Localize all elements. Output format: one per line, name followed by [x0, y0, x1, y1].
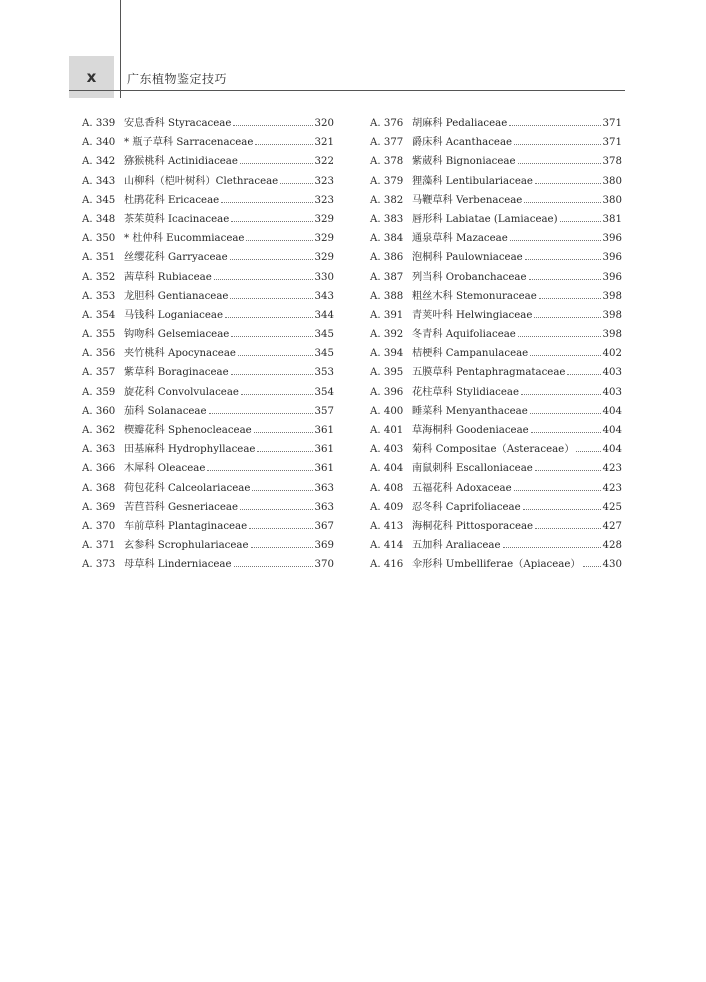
toc-entry-leader [521, 394, 601, 395]
toc-entry-page: 345 [314, 348, 334, 360]
toc-entry-leader [231, 336, 312, 337]
toc-entry-code: A. 404 [370, 463, 404, 475]
toc-entry-page: 404 [602, 405, 622, 417]
toc-entry [82, 306, 334, 325]
toc-entry-name: 紫葳科 Bignoniaceae [412, 156, 516, 168]
toc-right-column [370, 114, 622, 575]
toc-entry-page: 396 [602, 271, 622, 283]
toc-entry-leader [503, 547, 601, 548]
toc-entry-code: A. 345 [82, 194, 116, 206]
toc-entry-name: 狸藻科 Lentibulariaceae [412, 175, 533, 187]
toc-entry-leader [221, 202, 312, 203]
toc-entry-code: A. 350 [82, 233, 116, 245]
toc-entry-name: 猕猴桃科 Actinidiaceae [124, 156, 238, 168]
toc-entry-leader [518, 336, 601, 337]
toc-entry-code: A. 370 [82, 520, 116, 532]
toc-entry [370, 133, 622, 152]
toc-entry-leader [535, 470, 601, 471]
toc-entry-leader [530, 413, 601, 414]
toc-entry [370, 479, 622, 498]
toc-entry-page: 322 [314, 156, 334, 168]
toc-entry-name: 玄参科 Scrophulariaceae [124, 540, 249, 552]
toc-entry [82, 344, 334, 363]
toc-entry [82, 133, 334, 152]
toc-entry-name: 唇形科 Labiatae (Lamiaceae) [412, 213, 558, 225]
toc-entry-page: 369 [314, 540, 334, 552]
toc-entry-name: 夹竹桃科 Apocynaceae [124, 348, 236, 360]
toc-entry [82, 479, 334, 498]
toc-entry [370, 555, 622, 574]
toc-entry-page: 371 [602, 137, 622, 149]
toc-entry-page: 423 [602, 482, 622, 494]
toc-entry-name: 茜草科 Rubiaceae [124, 271, 212, 283]
toc-entry-code: A. 396 [370, 386, 404, 398]
toc-entry [370, 363, 622, 382]
toc-entry [82, 383, 334, 402]
toc-entry-leader [518, 163, 601, 164]
toc-entry-code: A. 366 [82, 463, 116, 475]
toc-entry-code: A. 348 [82, 213, 116, 225]
toc-entry [82, 363, 334, 382]
toc-entry-code: A. 382 [370, 194, 404, 206]
toc-entry-page: 378 [602, 156, 622, 168]
toc-entry-code: A. 339 [82, 118, 116, 129]
toc-entry-name: 安息香科 Styracaceae [124, 118, 232, 129]
toc-entry [370, 459, 622, 478]
toc-entry-code: A. 369 [82, 501, 116, 513]
toc-entry-page: 363 [314, 482, 334, 494]
toc-entry-code: A. 373 [82, 559, 116, 571]
toc-entry-name: 忍冬科 Caprifoliaceae [412, 501, 521, 513]
toc-entry-code: A. 409 [370, 501, 404, 513]
toc-entry [370, 114, 622, 133]
toc-entry [370, 383, 622, 402]
toc-entry-leader [254, 432, 313, 433]
toc-entry [82, 152, 334, 171]
toc-entry-leader [240, 163, 313, 164]
toc-entry-page: 367 [314, 520, 334, 532]
toc-entry-name: 爵床科 Acanthaceae [412, 137, 513, 149]
toc-entry-name: 草海桐科 Goodeniaceae [412, 425, 529, 436]
toc-entry-page: 330 [314, 271, 334, 283]
toc-entry-page: 381 [602, 213, 622, 225]
toc-entry [82, 536, 334, 555]
toc-entry [82, 191, 334, 210]
toc-entry-page: 371 [602, 118, 622, 129]
toc-entry-code: A. 401 [370, 425, 404, 436]
toc-entry-leader [214, 279, 313, 280]
toc-entry-page: 363 [314, 501, 334, 513]
toc-entry-code: A. 340 [82, 137, 116, 149]
toc-entry-code: A. 353 [82, 290, 116, 302]
toc-entry-page: 403 [602, 386, 622, 398]
toc-entry-code: A. 362 [82, 425, 116, 436]
toc-entry-name: 泡桐科 Paulowniaceae [412, 252, 523, 264]
toc-entry-page: 323 [314, 194, 334, 206]
toc-entry-name: 五福花科 Adoxaceae [412, 482, 512, 494]
toc-entry [370, 440, 622, 459]
toc-entry-code: A. 416 [370, 559, 404, 571]
toc-entry-page: 329 [314, 213, 334, 225]
toc-entry-code: A. 377 [370, 137, 404, 149]
toc-entry-name: 粗丝木科 Stemonuraceae [412, 290, 537, 302]
toc-entry-page: 380 [602, 175, 622, 187]
toc-entry-leader [509, 125, 600, 126]
toc-entry [370, 306, 622, 325]
toc-entry-page: 344 [314, 309, 334, 321]
toc-entry-page: 329 [314, 233, 334, 245]
toc-entry-page: 404 [602, 425, 622, 436]
toc-entry-page: 329 [314, 252, 334, 264]
toc-entry [82, 229, 334, 248]
toc-entry-code: A. 388 [370, 290, 404, 302]
toc-entry-page: 402 [602, 348, 622, 360]
toc-entry-code: A. 414 [370, 540, 404, 552]
toc-entry-leader [230, 298, 312, 299]
toc-entry-name: 紫草科 Boraginaceae [124, 367, 229, 379]
toc-entry-code: A. 379 [370, 175, 404, 187]
toc-entry-leader [246, 240, 312, 241]
toc-entry-leader [233, 125, 312, 126]
toc-entry-leader [525, 259, 601, 260]
toc-entry-page: 353 [314, 367, 334, 379]
toc-entry-leader [249, 528, 312, 529]
toc-entry-name: 茶茱萸科 Icacinaceae [124, 213, 230, 225]
toc-entry-code: A. 413 [370, 520, 404, 532]
toc-entry [370, 421, 622, 440]
toc-entry-leader [560, 221, 601, 222]
toc-entry-code: A. 357 [82, 367, 116, 379]
toc-entry-leader [534, 317, 600, 318]
toc-entry-page: 404 [602, 444, 622, 456]
toc-entry [370, 152, 622, 171]
toc-entry-code: A. 395 [370, 367, 404, 379]
toc-entry-name: 菊科 Compositae（Asteraceae） [412, 444, 575, 456]
toc-entry [370, 344, 622, 363]
running-title: 广东植物鉴定技巧 [127, 72, 228, 86]
toc-entry-name: 胡麻科 Pedaliaceae [412, 118, 508, 129]
toc-entry [82, 114, 334, 133]
toc-entry-page: 345 [314, 329, 334, 341]
toc-entry [82, 555, 334, 574]
toc-entry-code: A. 351 [82, 252, 116, 264]
toc-left-column [82, 114, 334, 575]
toc-entry-name: 田基麻科 Hydrophyllaceae [124, 444, 256, 456]
toc-entry-leader [529, 279, 601, 280]
toc-entry-leader [238, 355, 313, 356]
toc-entry-leader [535, 183, 601, 184]
toc-entry-leader [252, 490, 312, 491]
toc-entry-leader [255, 144, 312, 145]
toc-entry-leader [535, 528, 600, 529]
toc-entry-page: 403 [602, 367, 622, 379]
toc-entry-name: 伞形科 Umbelliferae（Apiaceae） [412, 559, 581, 571]
toc-entry-code: A. 354 [82, 309, 116, 321]
page-number: x [86, 68, 97, 86]
toc-entry-page: 428 [602, 540, 622, 552]
toc-entry-name: 苦苣苔科 Gesneriaceae [124, 501, 239, 513]
toc-entry-code: A. 356 [82, 348, 116, 360]
toc-entry-leader [530, 355, 600, 356]
toc-entry-page: 321 [314, 137, 334, 149]
toc-entry-name: 茄科 Solanaceae [124, 405, 207, 417]
toc-entry [370, 229, 622, 248]
toc-entry-code: A. 383 [370, 213, 404, 225]
toc-entry-leader [576, 451, 600, 452]
toc-entry [82, 517, 334, 536]
toc-entry-name: 钩吻科 Gelsemiaceae [124, 329, 230, 341]
toc-entry-page: 357 [314, 405, 334, 417]
toc-entry-leader [539, 298, 601, 299]
toc-entry-code: A. 394 [370, 348, 404, 360]
toc-entry [370, 498, 622, 517]
toc-entry-name: 龙胆科 Gentianaceae [124, 290, 229, 302]
toc-entry-page: 398 [602, 329, 622, 341]
toc-entry-code: A. 387 [370, 271, 404, 283]
toc-entry-page: 320 [314, 118, 334, 129]
toc-entry-code: A. 360 [82, 405, 116, 417]
toc-entry-code: A. 392 [370, 329, 404, 341]
toc-entry-page: 430 [602, 559, 622, 571]
toc-entry-code: A. 371 [82, 540, 116, 552]
toc-entry-name: 马鞭草科 Verbenaceae [412, 194, 523, 206]
toc-entry-name: 睡菜科 Menyanthaceae [412, 405, 528, 417]
toc-entry-name: 五膜草科 Pentaphragmataceae [412, 367, 566, 379]
toc-entry-leader [225, 317, 313, 318]
toc-entry-leader [583, 566, 601, 567]
toc-entry-page: 427 [602, 520, 622, 532]
toc-entry-code: A. 363 [82, 444, 116, 456]
toc-entry-page: 323 [314, 175, 334, 187]
toc-entry-leader [514, 490, 601, 491]
toc-entry-leader [231, 374, 313, 375]
toc-entry-code: A. 352 [82, 271, 116, 283]
toc-entry-leader [523, 509, 601, 510]
toc-entry [370, 248, 622, 267]
toc-entry-page: 396 [602, 252, 622, 264]
toc-entry [82, 440, 334, 459]
toc-entry-leader [510, 240, 601, 241]
toc-entry-leader [257, 451, 312, 452]
toc-entry-leader [524, 202, 600, 203]
toc-entry-page: 396 [602, 233, 622, 245]
toc-entry-code: A. 386 [370, 252, 404, 264]
toc-entry-leader [240, 509, 313, 510]
toc-entry [82, 248, 334, 267]
header-vertical-rule [120, 0, 121, 98]
toc-entry-name: 五加科 Araliaceae [412, 540, 501, 552]
toc-entry [82, 210, 334, 229]
toc-entry [370, 325, 622, 344]
toc-entry-leader [230, 259, 313, 260]
toc-entry-name: 车前草科 Plantaginaceae [124, 520, 248, 532]
toc-entry-name: 旋花科 Convolvulaceae [124, 386, 239, 398]
toc-entry-leader [207, 470, 312, 471]
toc-entry-code: A. 368 [82, 482, 116, 494]
toc-entry-name: 桔梗科 Campanulaceae [412, 348, 529, 360]
toc-entry [82, 172, 334, 191]
toc-entry [370, 268, 622, 287]
toc-entry-page: 361 [314, 463, 334, 475]
toc-entry [370, 191, 622, 210]
toc-entry-code: A. 408 [370, 482, 404, 494]
toc-entry-page: 343 [314, 290, 334, 302]
toc-entry [370, 402, 622, 421]
toc-entry-code: A. 359 [82, 386, 116, 398]
toc-entry-code: A. 376 [370, 118, 404, 129]
toc-entry-page: 398 [602, 290, 622, 302]
toc-entry-name: * 瓶子草科 Sarracenaceae [124, 137, 254, 149]
toc-entry-page: 398 [602, 309, 622, 321]
toc-entry-code: A. 403 [370, 444, 404, 456]
toc-entry-page: 380 [602, 194, 622, 206]
toc-entry-name: 木犀科 Oleaceae [124, 463, 206, 475]
toc-entry-name: 海桐花科 Pittosporaceae [412, 520, 534, 532]
toc-entry [82, 325, 334, 344]
toc-entry-code: A. 342 [82, 156, 116, 168]
toc-entry-name: 冬青科 Aquifoliaceae [412, 329, 516, 341]
toc-entry [370, 536, 622, 555]
toc-entry-page: 425 [602, 501, 622, 513]
toc-entry-page: 361 [314, 425, 334, 436]
toc-entry-page: 354 [314, 386, 334, 398]
toc-entry-code: A. 378 [370, 156, 404, 168]
toc-entry-leader [241, 394, 313, 395]
toc-entry-leader [234, 566, 313, 567]
toc-entry-leader [231, 221, 312, 222]
toc-entry [370, 210, 622, 229]
toc-entry-name: 荷包花科 Calceolariaceae [124, 482, 251, 494]
toc-entry [82, 287, 334, 306]
toc-entry-code: A. 384 [370, 233, 404, 245]
toc-entry-code: A. 400 [370, 405, 404, 417]
toc-entry-leader [567, 374, 600, 375]
toc-entry [82, 268, 334, 287]
toc-entry-code: A. 391 [370, 309, 404, 321]
toc-entry-name: 南鼠刺科 Escalloniaceae [412, 463, 533, 475]
header-horizontal-rule [69, 90, 625, 91]
toc-entry [82, 402, 334, 421]
toc-entry-page: 370 [314, 559, 334, 571]
page-number-box [69, 56, 114, 98]
toc-entry-leader [531, 432, 601, 433]
toc-entry [370, 517, 622, 536]
toc-entry-name: 丝缨花科 Garryaceae [124, 252, 228, 264]
toc-entry-page: 423 [602, 463, 622, 475]
toc-entry-name: 通泉草科 Mazaceae [412, 233, 508, 245]
toc-entry [82, 498, 334, 517]
toc-entry [370, 172, 622, 191]
toc-entry-code: A. 343 [82, 175, 116, 187]
toc-entry-name: 马钱科 Loganiaceae [124, 309, 224, 321]
toc-entry-name: 花柱草科 Stylidiaceae [412, 386, 520, 398]
toc-entry [370, 287, 622, 306]
toc-entry [82, 459, 334, 478]
toc-entry-name: * 杜仲科 Eucommiaceae [124, 233, 245, 245]
toc-entry-code: A. 355 [82, 329, 116, 341]
toc-entry-page: 361 [314, 444, 334, 456]
toc-entry-leader [514, 144, 600, 145]
toc-entry-name: 青荚叶科 Helwingiaceae [412, 309, 533, 321]
toc-entry-name: 楔瓣花科 Sphenocleaceae [124, 425, 252, 436]
toc-entry-name: 母草科 Linderniaceae [124, 559, 232, 571]
toc-entry-name: 杜鹃花科 Ericaceae [124, 194, 220, 206]
toc-entry-name: 山柳科（桤叶树科）Clethraceae [124, 175, 279, 187]
toc-entry-name: 列当科 Orobanchaceae [412, 271, 527, 283]
toc-entry-leader [280, 183, 312, 184]
toc-entry-leader [251, 547, 313, 548]
toc-entry [82, 421, 334, 440]
toc-entry-leader [209, 413, 313, 414]
